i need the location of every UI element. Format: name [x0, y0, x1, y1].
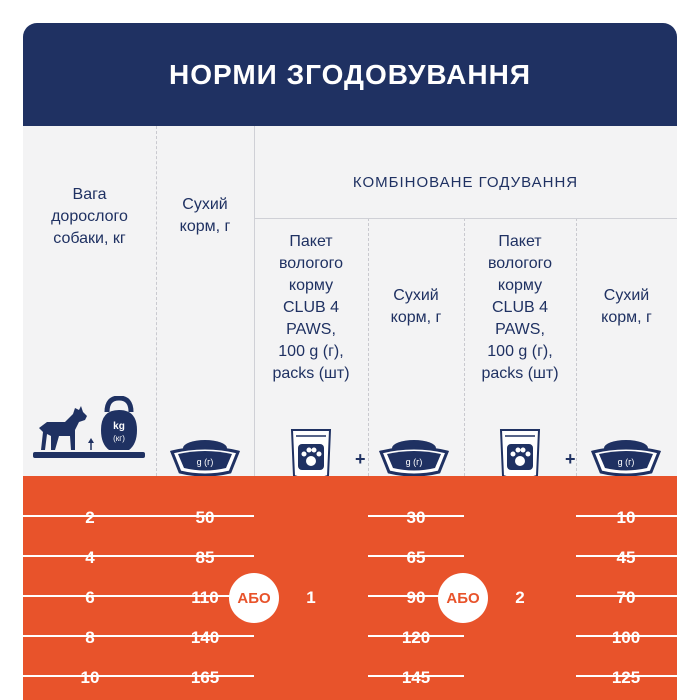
weight-cell: 8 [85, 628, 95, 647]
wet-pack-header: Пакет вологого корму CLUB 4 PAWS, 100 g (г), packs (шт) [481, 233, 559, 382]
svg-text:g (г): g (г) [196, 457, 214, 467]
combo2-dry-cell: 100 [611, 628, 641, 647]
feeding-table [23, 23, 677, 700]
dry-food-header: Сухий корм, г [179, 196, 231, 235]
combo2-dry-cell: 70 [616, 588, 636, 607]
combo1-dry-cell: 120 [401, 628, 431, 647]
dry-cell: 50 [195, 508, 215, 527]
weight-header: Вага дорослого собаки, кг [51, 186, 128, 247]
or-badge: АБО [229, 573, 279, 623]
combo1-dry-cell: 65 [406, 548, 426, 567]
dry-food-subheader: Сухий корм, г [390, 287, 442, 326]
weight-cell: 6 [85, 588, 95, 607]
dog-kettlebell-icon [29, 396, 149, 466]
dry-cell: 165 [190, 668, 220, 687]
bowl-icon [589, 438, 663, 478]
page-title: НОРМИ ЗГОДОВУВАННЯ [169, 58, 531, 90]
bowl-icon [377, 438, 451, 478]
combined-feeding-header: КОМБІНОВАНЕ ГОДУВАННЯ [352, 174, 579, 191]
weight-cell: 10 [80, 668, 100, 687]
combo1-dry-cell: 145 [401, 668, 431, 687]
dry-cell: 85 [195, 548, 215, 567]
column-divider [576, 218, 577, 476]
combo2-dry-cell: 45 [616, 548, 636, 567]
svg-text:kg: kg [113, 421, 125, 432]
data-area [23, 476, 677, 700]
svg-text:(кг): (кг) [113, 434, 125, 443]
plus-sign: + [355, 449, 366, 469]
weight-cell: 2 [85, 508, 95, 527]
combo1-dry-cell: 90 [406, 588, 426, 607]
svg-text:g (г): g (г) [405, 457, 423, 467]
combo1-packs-cell: 1 [306, 588, 316, 607]
wet-pack-header: Пакет вологого корму CLUB 4 PAWS, 100 g (г), packs (шт) [272, 233, 350, 382]
header-area [23, 126, 677, 476]
bowl-icon [168, 438, 242, 478]
combo2-dry-cell: 10 [616, 508, 636, 527]
combo1-dry-cell: 30 [406, 508, 426, 527]
or-badge: АБО [438, 573, 488, 623]
plus-sign: + [565, 449, 576, 469]
combined-divider [254, 218, 677, 219]
dry-cell: 140 [190, 628, 220, 647]
combo2-packs-cell: 2 [515, 588, 525, 607]
dry-cell: 110 [191, 588, 219, 607]
dry-food-subheader: Сухий корм, г [601, 287, 652, 326]
svg-text:g (г): g (г) [617, 457, 635, 467]
column-divider [368, 218, 369, 476]
combo2-dry-cell: 125 [611, 668, 641, 687]
title-bar [23, 23, 677, 126]
column-divider [156, 126, 157, 476]
weight-cell: 4 [85, 548, 95, 567]
